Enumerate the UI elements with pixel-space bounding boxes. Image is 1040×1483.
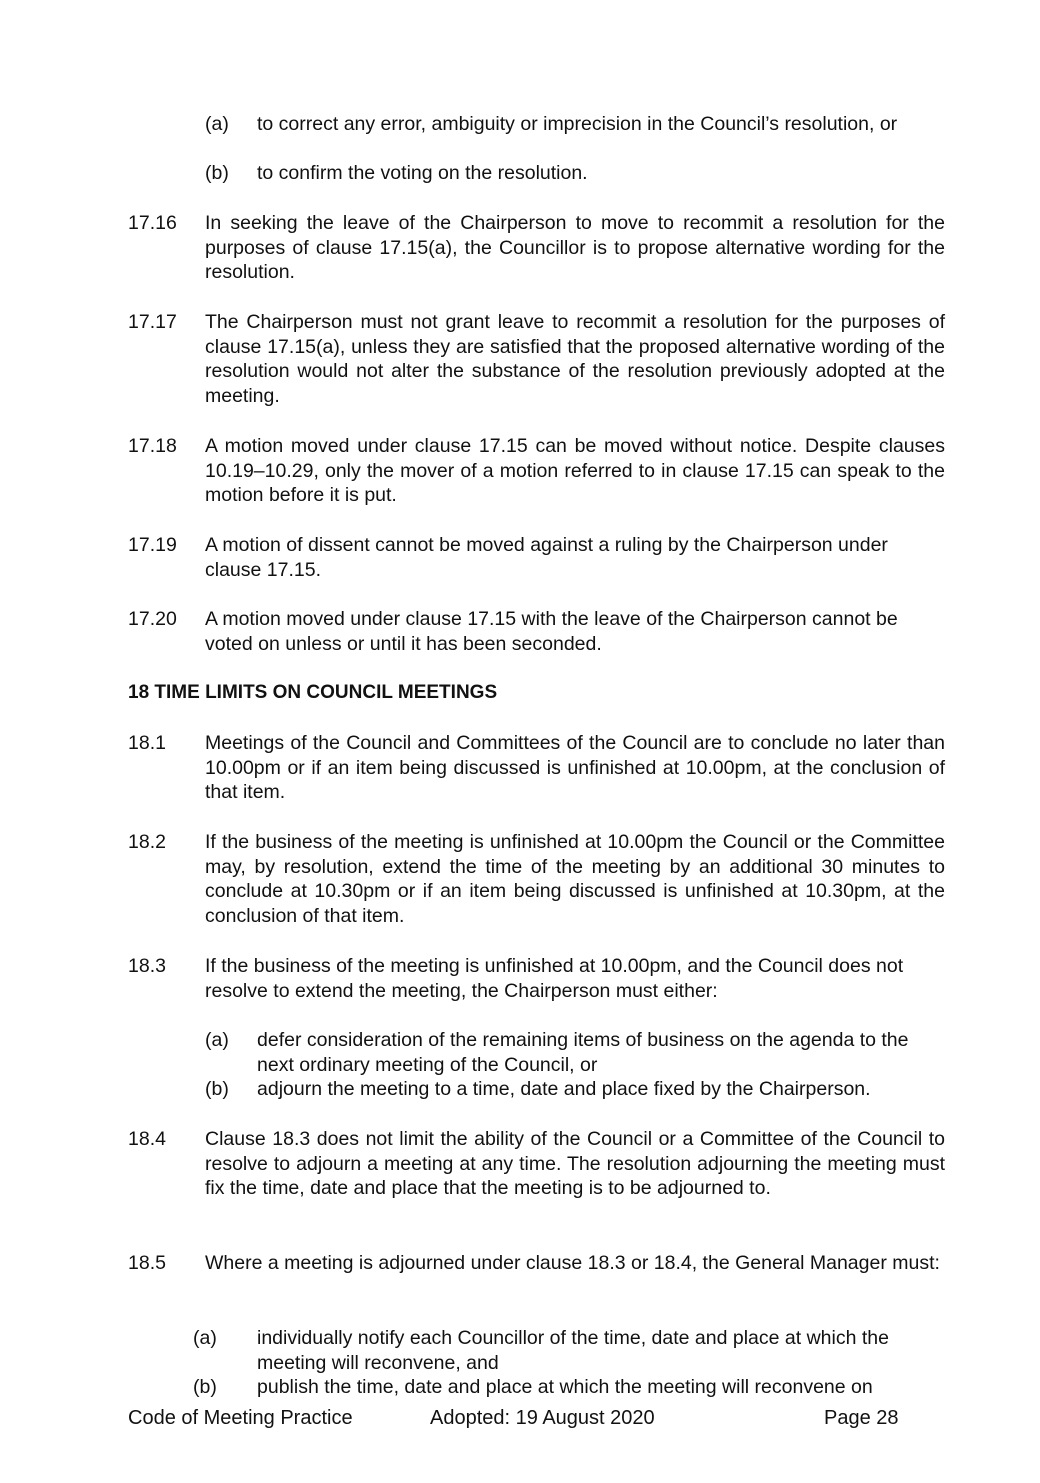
clause-number: 18.2 xyxy=(128,831,166,853)
item-text: publish the time, date and place at which the meeting will reconvene on xyxy=(257,1376,873,1398)
clause-17-18 xyxy=(128,434,945,508)
clause-text: Clause 18.3 does not limit the ability of the Council or a Committee of the Council to resolve to adjourn a meeting at any time. The resolution adjourning the meeting must fix the time, date and place that the meeting is to be adjourned to. xyxy=(205,1128,945,1200)
clause-17-19 xyxy=(128,533,945,582)
item-text: to confirm the voting on the resolution. xyxy=(257,162,588,184)
footer-adopted-date: Adopted: 19 August 2020 xyxy=(430,1407,655,1429)
clause-17-17 xyxy=(128,310,945,408)
clause-number: 18.3 xyxy=(128,955,166,977)
clause-17-16 xyxy=(128,211,945,285)
item-label: (b) xyxy=(205,1078,229,1100)
item-text: defer consideration of the remaining items of business on the agenda to the next ordinary meeting of the Council, or xyxy=(257,1029,909,1076)
footer-page-number: Page 28 xyxy=(824,1407,899,1429)
list-item xyxy=(205,1028,945,1077)
list-item xyxy=(193,1375,933,1400)
section-heading: 18 TIME LIMITS ON COUNCIL MEETINGS xyxy=(128,682,498,703)
clause-number: 18.4 xyxy=(128,1128,166,1150)
item-label: (a) xyxy=(193,1327,217,1349)
item-label: (b) xyxy=(205,162,229,184)
clause-number: 17.17 xyxy=(128,311,177,333)
item-text: adjourn the meeting to a time, date and place fixed by the Chairperson. xyxy=(257,1078,871,1100)
clause-text: A motion moved under clause 17.15 can be moved without notice. Despite clauses 10.19–10.29, only the mover of a motion referred to in clause 17.15 can speak to the motion before it is put. xyxy=(205,435,945,507)
footer-document-name: Code of Meeting Practice xyxy=(128,1407,353,1429)
list-item xyxy=(205,161,945,186)
list-item xyxy=(205,1077,945,1102)
clause-text: If the business of the meeting is unfinished at 10.00pm the Council or the Committee may, by resolution, extend the time of the meeting by an additional 30 minutes to conclude at 10.30pm or if an item being discussed is unfinished at 10.30pm, at the conclusion of that item. xyxy=(205,831,945,927)
clause-text: In seeking the leave of the Chairperson to move to recommit a resolution for the purposes of clause 17.15(a), the Councillor is to propose alternative wording for the resolution. xyxy=(205,212,945,284)
clause-18-3 xyxy=(128,954,945,1003)
clause-18-5 xyxy=(128,1251,945,1276)
clause-number: 18.5 xyxy=(128,1252,166,1274)
item-text: individually notify each Councillor of the time, date and place at which the meeting will reconvene, and xyxy=(257,1327,889,1374)
clause-text: A motion moved under clause 17.15 with the leave of the Chairperson cannot be voted on unless or until it has been seconded. xyxy=(205,608,898,655)
clause-text: A motion of dissent cannot be moved against a ruling by the Chairperson under clause 17.15. xyxy=(205,534,888,581)
item-label: (a) xyxy=(205,113,229,135)
item-text: to correct any error, ambiguity or imprecision in the Council’s resolution, or xyxy=(257,113,898,135)
clause-text: Meetings of the Council and Committees of the Council are to conclude no later than 10.00pm or if an item being discussed is unfinished at 10.00pm, at the conclusion of that item. xyxy=(205,732,945,804)
item-label: (a) xyxy=(205,1029,229,1051)
item-label: (b) xyxy=(193,1376,217,1398)
clause-17-20 xyxy=(128,607,945,656)
clause-number: 17.19 xyxy=(128,534,177,556)
clause-text: Where a meeting is adjourned under clause 18.3 or 18.4, the General Manager must: xyxy=(205,1252,940,1274)
clause-18-2 xyxy=(128,830,945,928)
clause-number: 17.20 xyxy=(128,608,177,630)
clause-number: 17.18 xyxy=(128,435,177,457)
list-item xyxy=(205,112,945,137)
clause-text: The Chairperson must not grant leave to recommit a resolution for the purposes of clause 17.15(a), unless they are satisfied that the proposed alternative wording of the resolution would not alter the substance of the resolution previously adopted at the meeting. xyxy=(205,311,945,407)
clause-18-1 xyxy=(128,731,945,805)
clause-number: 17.16 xyxy=(128,212,177,234)
clause-text: If the business of the meeting is unfinished at 10.00pm, and the Council does not resolve to extend the meeting, the Chairperson must either: xyxy=(205,955,904,1002)
clause-number: 18.1 xyxy=(128,732,166,754)
clause-18-4 xyxy=(128,1127,945,1201)
list-item xyxy=(193,1326,933,1375)
